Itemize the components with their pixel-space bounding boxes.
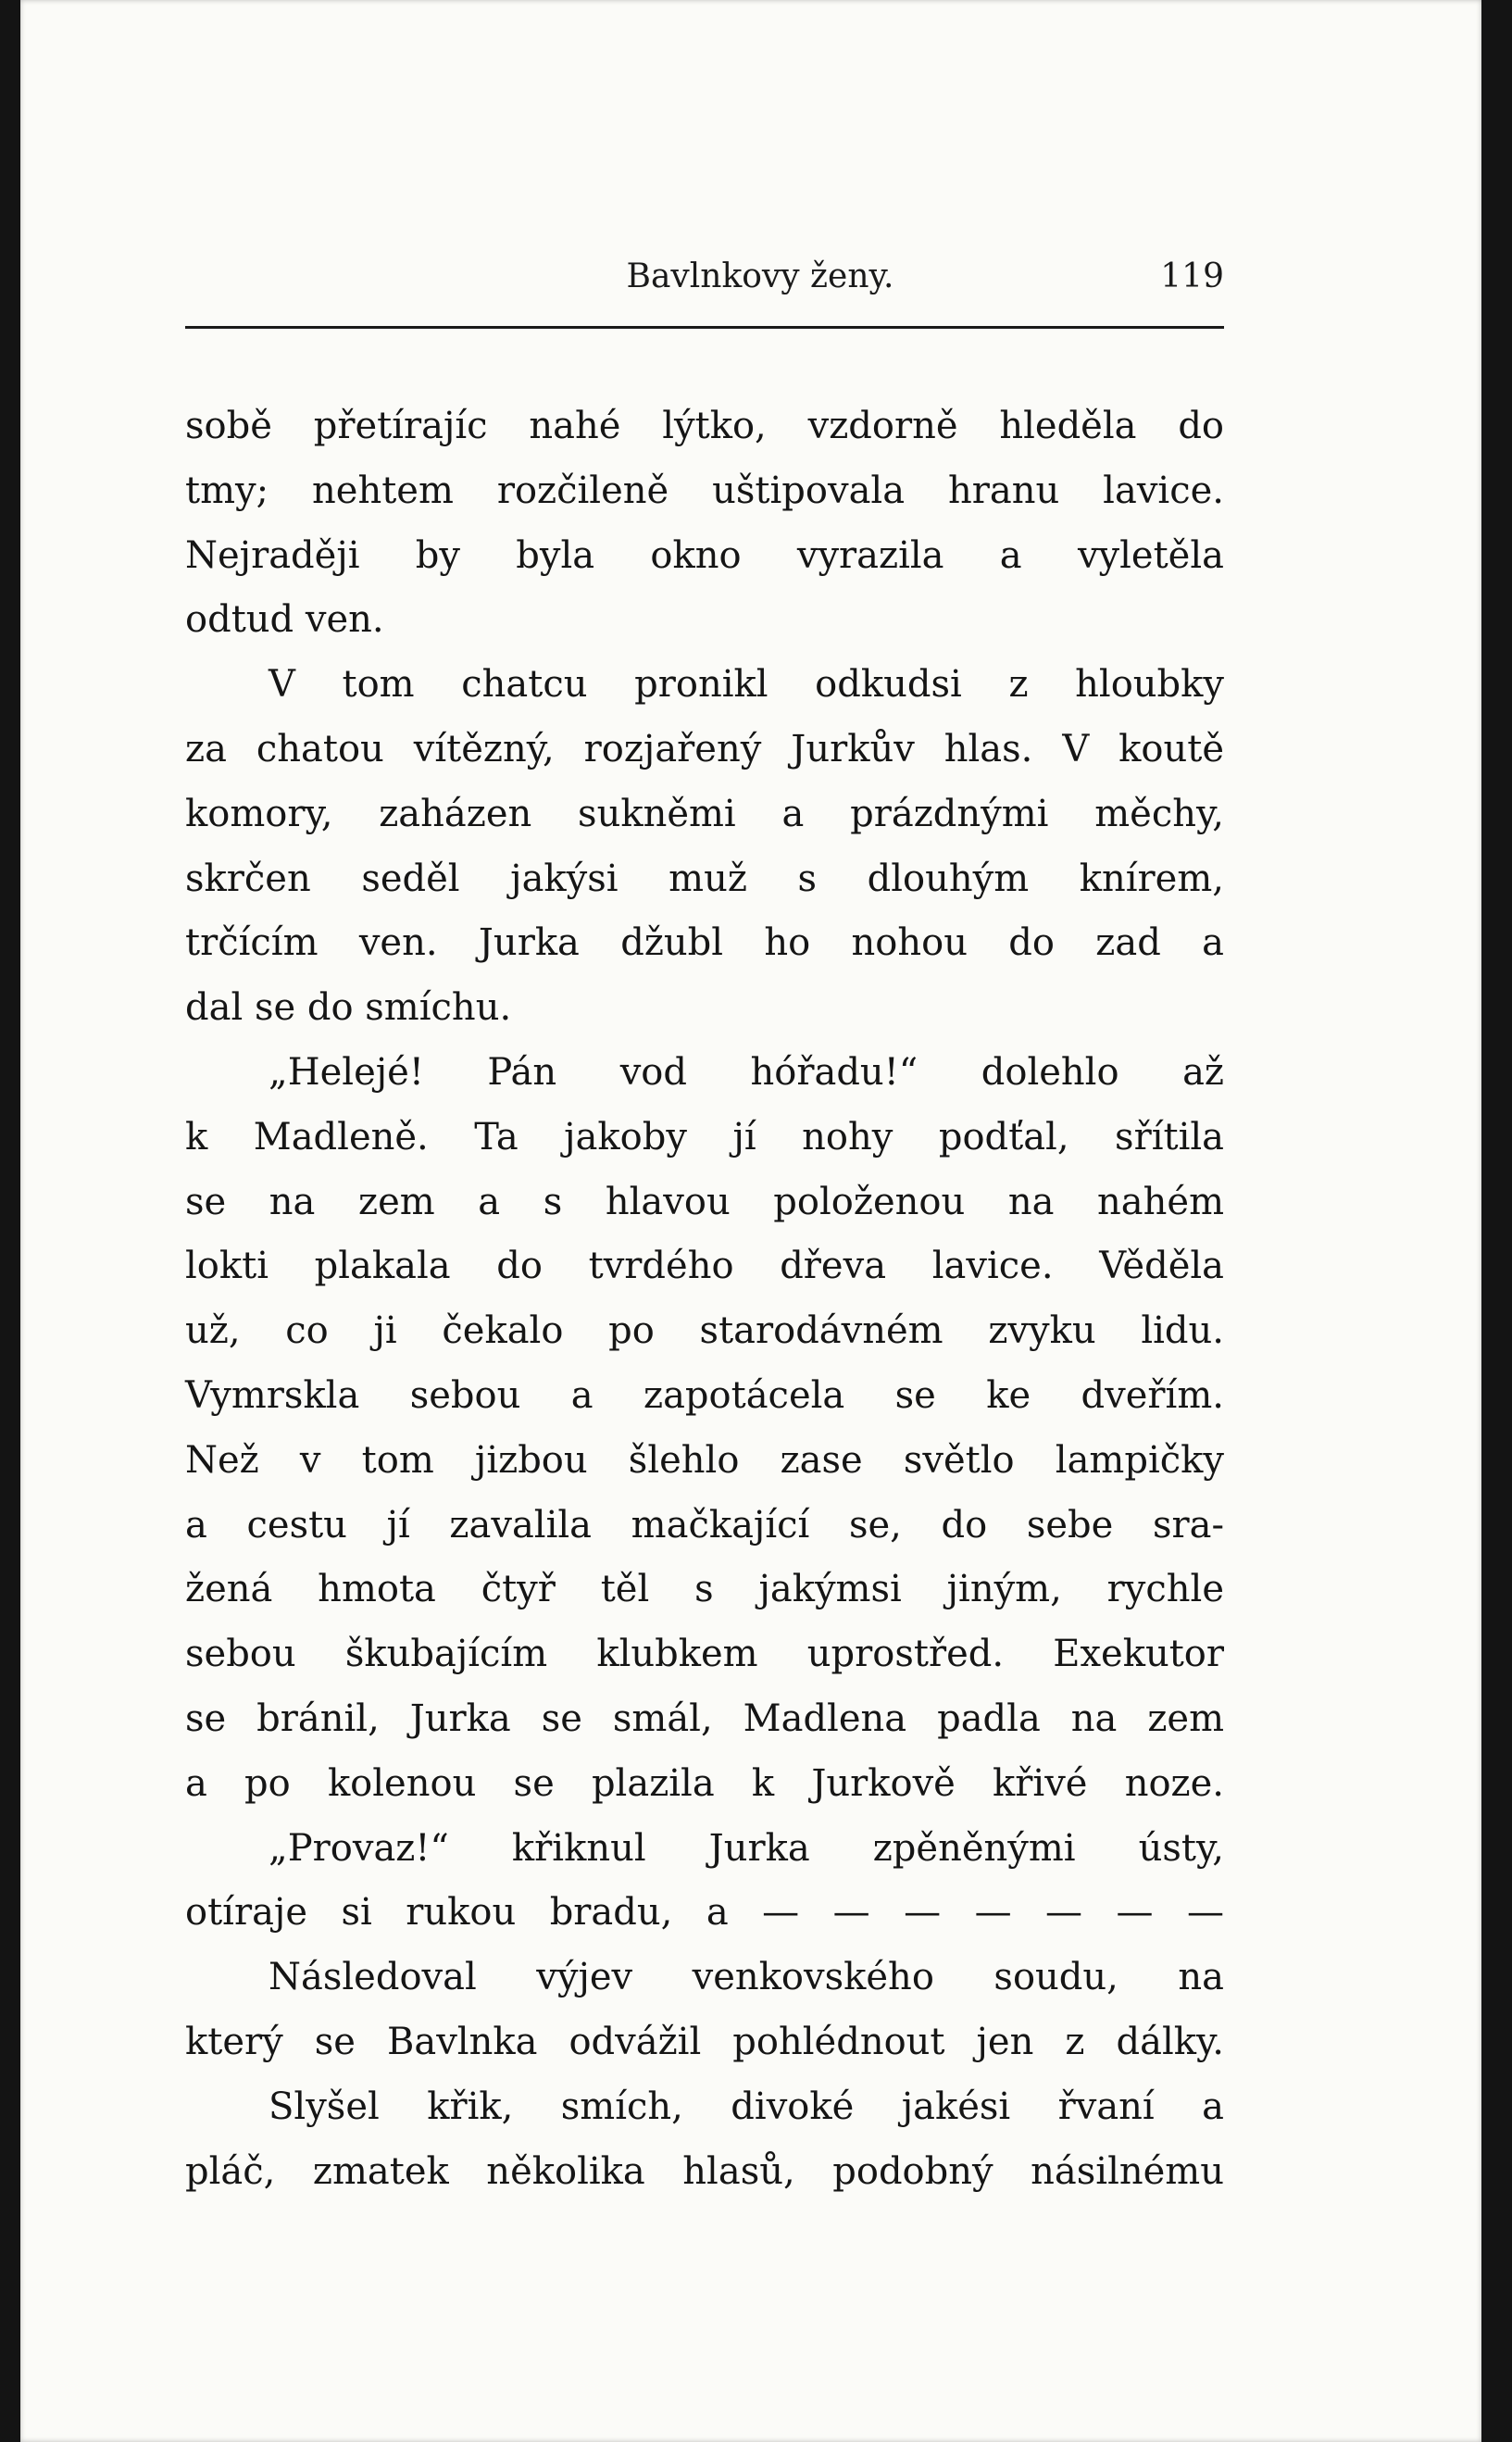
text-line: Vymrskla sebou a zapotácela se ke dveřím. — [185, 1373, 1224, 1417]
text-line: otíraje si rukou bradu, a — — — — — — — — [185, 1891, 1224, 1935]
text-line: a cestu jí zavalila mačkající se, do sebe sra- — [185, 1503, 1224, 1547]
text-line: za chatou vítězný, rozjařený Jurkův hlas. V koutě — [185, 727, 1224, 770]
text-line: skrčen seděl jakýsi muž s dlouhým knírem, — [185, 857, 1224, 900]
text-line: Než v tom jizbou šlehlo zase světlo lampičky — [185, 1438, 1224, 1482]
text-line: „Provaz!“ křiknul Jurka zpěněnými ústy, — [269, 1826, 1224, 1870]
page-header — [185, 257, 1224, 315]
text-line: se na zem a s hlavou položenou na nahém — [185, 1180, 1224, 1223]
text-line: žená hmota čtyř těl s jakýmsi jiným, rychle — [185, 1568, 1224, 1611]
text-line: Následoval výjev venkovského soudu, na — [269, 1956, 1224, 1999]
text-line: k Madleně. Ta jakoby jí nohy podťal, sřítila — [185, 1115, 1224, 1158]
text-line: sobě přetírajíc nahé lýtko, vzdorně hleděla do — [185, 405, 1224, 447]
text-line: komory, zaházen sukněmi a prázdnými měchy, — [185, 792, 1224, 835]
text-line: se bránil, Jurka se smál, Madlena padla na zem — [185, 1697, 1224, 1740]
text-line: tmy; nehtem rozčileně uštipovala hranu lavice. — [185, 469, 1224, 512]
text-line: „Helejé! Pán vod hóřadu!“ dolehlo až — [269, 1050, 1224, 1094]
text-line: a po kolenou se plazila k Jurkově křivé noze. — [185, 1761, 1224, 1805]
text-line: trčícím ven. Jurka džubl ho nohou do zad a — [185, 921, 1224, 965]
text-line: odtud ven. — [185, 598, 384, 642]
header-rule — [185, 326, 1224, 329]
text-line: Nejraději by byla okno vyrazila a vyletěla — [185, 533, 1224, 577]
text-line: Slyšel křik, smích, divoké jakési řvaní a — [269, 2085, 1224, 2128]
page-number: 119 — [1160, 257, 1224, 295]
text-line: pláč, zmatek několika hlasů, podobný násilnému — [185, 2149, 1224, 2193]
text-line: už, co ji čekalo po starodávném zvyku lidu. — [185, 1309, 1224, 1353]
text-line: sebou škubajícím klubkem uprostřed. Exekutor — [185, 1633, 1224, 1676]
text-line: dal se do smíchu. — [185, 986, 512, 1030]
text-line: který se Bavlnka odvážil pohlédnout jen z dálky. — [185, 2020, 1224, 2063]
body-text — [185, 394, 1224, 2204]
text-line: lokti plakala do tvrdého dřeva lavice. Věděla — [185, 1245, 1224, 1288]
running-title: Bavlnkovy ženy. — [626, 257, 894, 295]
text-line: V tom chatcu pronikl odkudsi z hloubky — [269, 663, 1224, 707]
